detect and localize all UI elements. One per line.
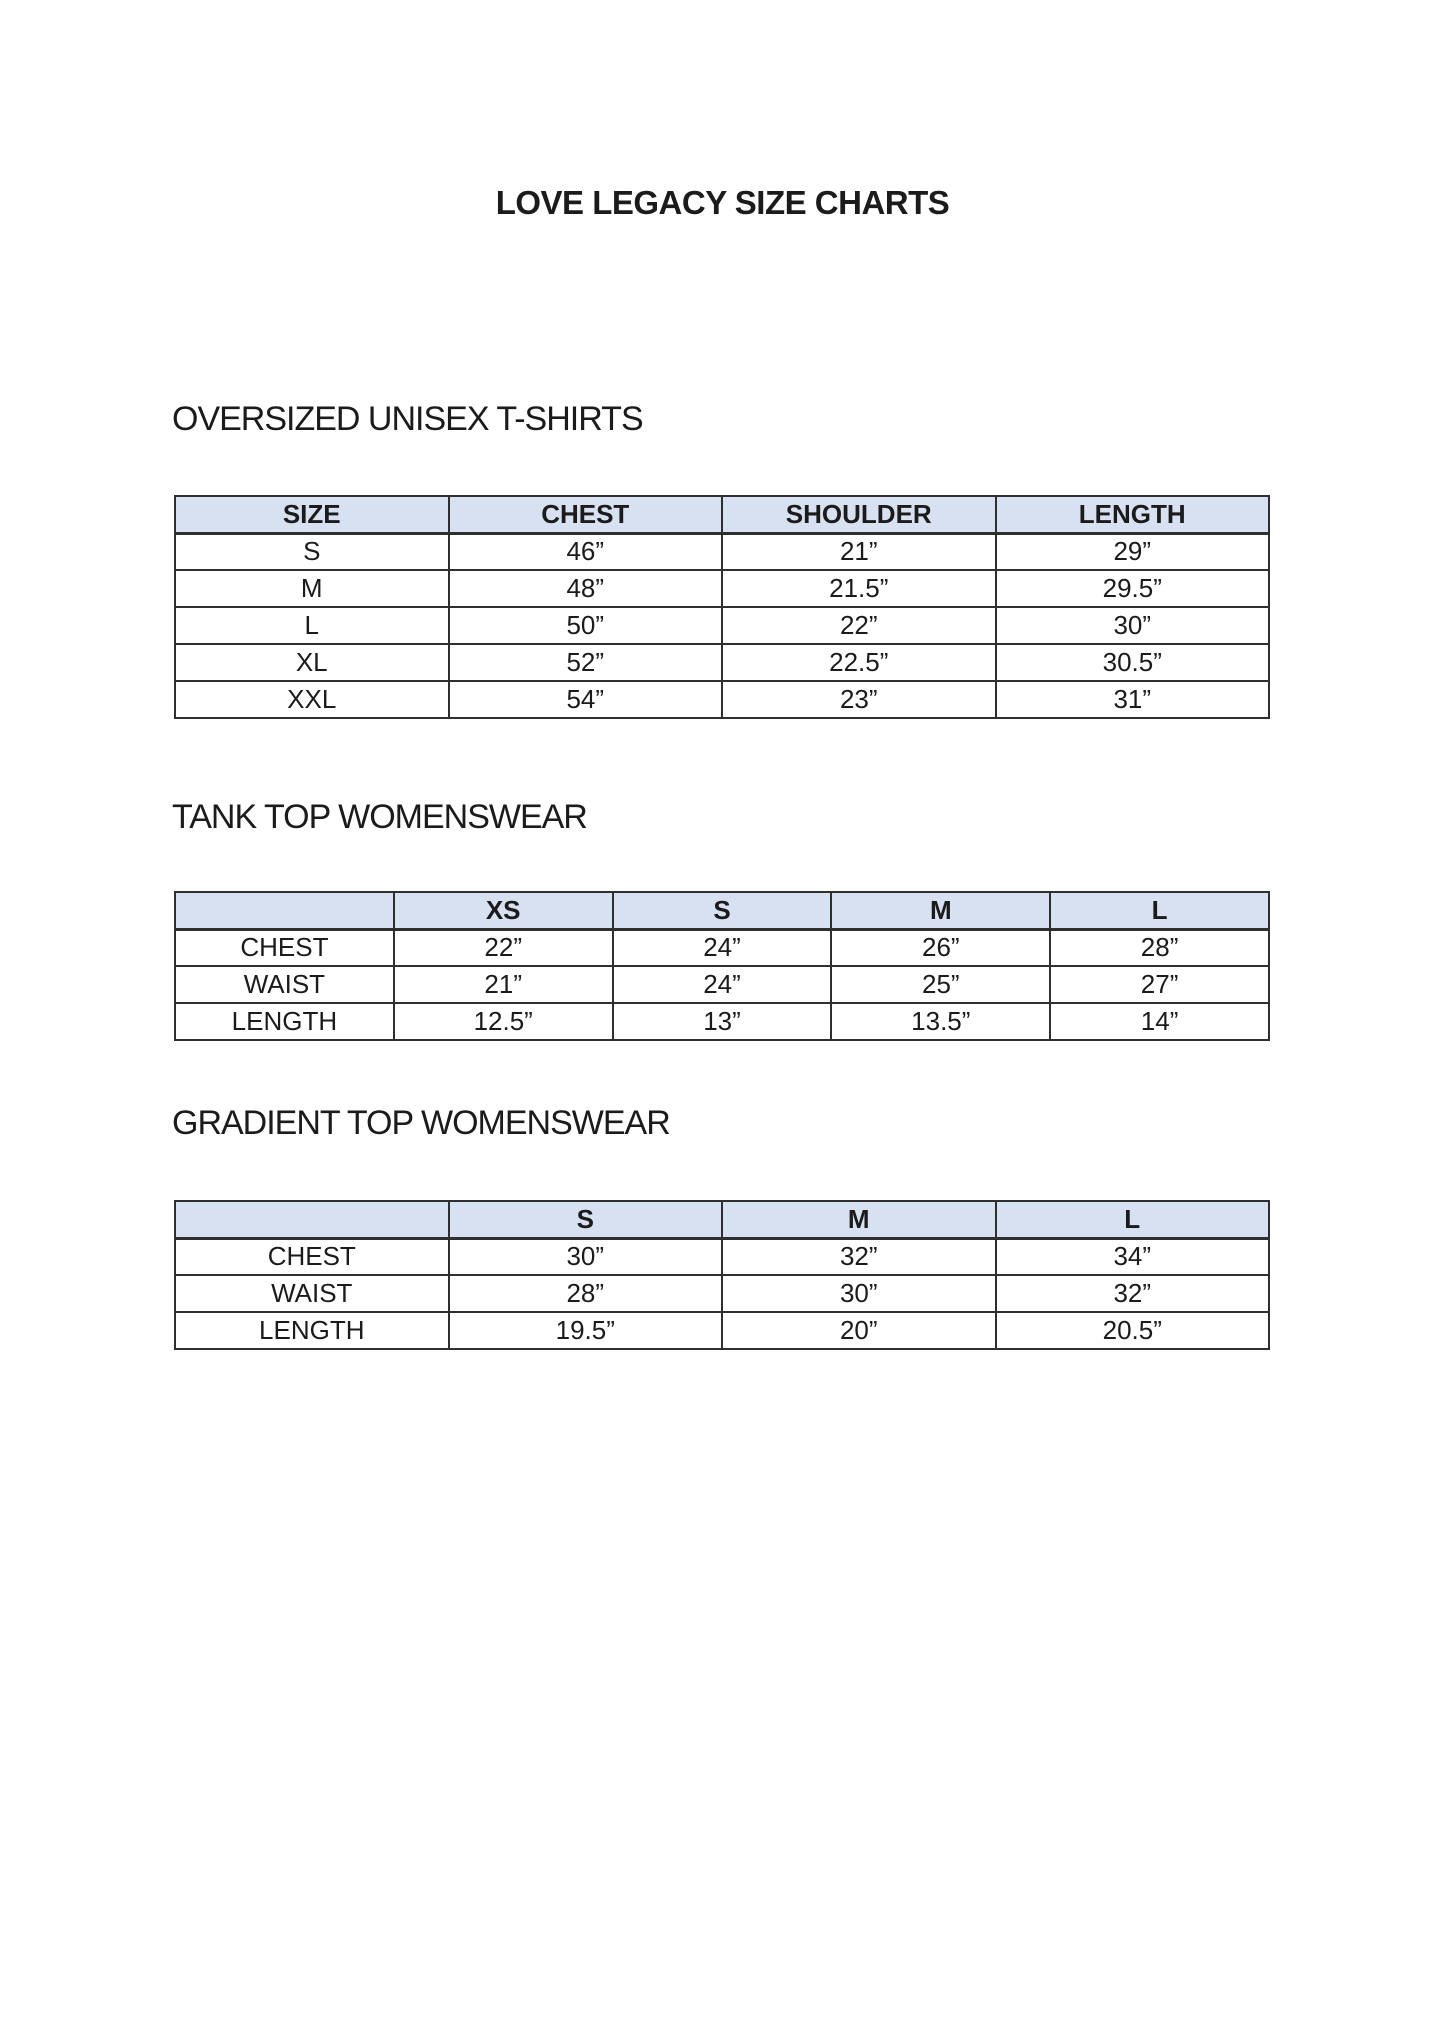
size-table-tank-top-womenswear [174, 891, 1270, 1041]
table-row [175, 1312, 1269, 1349]
page-title: LOVE LEGACY SIZE CHARTS [495, 184, 950, 221]
row-label-cell: CHEST [175, 1238, 449, 1275]
size-table-oversized-unisex-t-shirts [174, 495, 1270, 719]
value-cell: 12.5” [394, 1003, 613, 1040]
value-cell: 30” [449, 1238, 723, 1275]
column-header: XS [394, 892, 613, 929]
value-cell: 20.5” [996, 1312, 1270, 1349]
value-cell: 29.5” [996, 570, 1270, 607]
value-cell: 24” [613, 929, 832, 966]
value-cell: 50” [449, 607, 723, 644]
row-label-cell: CHEST [175, 929, 394, 966]
value-cell: 20” [722, 1312, 996, 1349]
column-header: S [613, 892, 832, 929]
value-cell: 32” [996, 1275, 1270, 1312]
column-header: SIZE [175, 496, 449, 533]
table-row [175, 533, 1269, 570]
table-header-row [175, 1201, 1269, 1238]
value-cell: 26” [831, 929, 1050, 966]
table-header-row [175, 496, 1269, 533]
value-cell: 23” [722, 681, 996, 718]
table-row [175, 607, 1269, 644]
column-header: M [831, 892, 1050, 929]
value-cell: 22” [394, 929, 613, 966]
value-cell: 22.5” [722, 644, 996, 681]
value-cell: 34” [996, 1238, 1270, 1275]
table-row [175, 966, 1269, 1003]
table-row [175, 1275, 1269, 1312]
row-label-cell: XXL [175, 681, 449, 718]
value-cell: 46” [449, 533, 723, 570]
value-cell: 27” [1050, 966, 1269, 1003]
value-cell: 21” [394, 966, 613, 1003]
value-cell: 52” [449, 644, 723, 681]
value-cell: 30” [996, 607, 1270, 644]
table-row [175, 681, 1269, 718]
value-cell: 19.5” [449, 1312, 723, 1349]
value-cell: 28” [1050, 929, 1269, 966]
value-cell: 13” [613, 1003, 832, 1040]
table-row [175, 570, 1269, 607]
column-header: CHEST [449, 496, 723, 533]
row-label-cell: LENGTH [175, 1003, 394, 1040]
table-row [175, 1238, 1269, 1275]
value-cell: 25” [831, 966, 1050, 1003]
value-cell: 21” [722, 533, 996, 570]
table-header-row [175, 892, 1269, 929]
row-label-cell: WAIST [175, 1275, 449, 1312]
value-cell: 54” [449, 681, 723, 718]
row-label-cell: WAIST [175, 966, 394, 1003]
value-cell: 28” [449, 1275, 723, 1312]
row-label-cell: S [175, 533, 449, 570]
value-cell: 32” [722, 1238, 996, 1275]
value-cell: 24” [613, 966, 832, 1003]
size-table-gradient-top-womenswear [174, 1200, 1270, 1350]
row-label-cell: XL [175, 644, 449, 681]
section-heading-tank-top-womenswear: TANK TOP WOMENSWEAR [172, 798, 587, 836]
value-cell: 30.5” [996, 644, 1270, 681]
table-row [175, 1003, 1269, 1040]
column-header: S [449, 1201, 723, 1238]
column-header: SHOULDER [722, 496, 996, 533]
section-heading-oversized-unisex-t-shirts: OVERSIZED UNISEX T-SHIRTS [172, 400, 643, 438]
column-header: L [1050, 892, 1269, 929]
row-label-cell: LENGTH [175, 1312, 449, 1349]
value-cell: 30” [722, 1275, 996, 1312]
value-cell: 13.5” [831, 1003, 1050, 1040]
value-cell: 22” [722, 607, 996, 644]
column-header: LENGTH [996, 496, 1270, 533]
value-cell: 21.5” [722, 570, 996, 607]
value-cell: 14” [1050, 1003, 1269, 1040]
section-heading-gradient-top-womenswear: GRADIENT TOP WOMENSWEAR [172, 1104, 670, 1142]
column-header-blank [175, 1201, 449, 1238]
row-label-cell: M [175, 570, 449, 607]
table-row [175, 929, 1269, 966]
column-header: M [722, 1201, 996, 1238]
value-cell: 48” [449, 570, 723, 607]
table-row [175, 644, 1269, 681]
column-header: L [996, 1201, 1270, 1238]
row-label-cell: L [175, 607, 449, 644]
value-cell: 31” [996, 681, 1270, 718]
column-header-blank [175, 892, 394, 929]
value-cell: 29” [996, 533, 1270, 570]
